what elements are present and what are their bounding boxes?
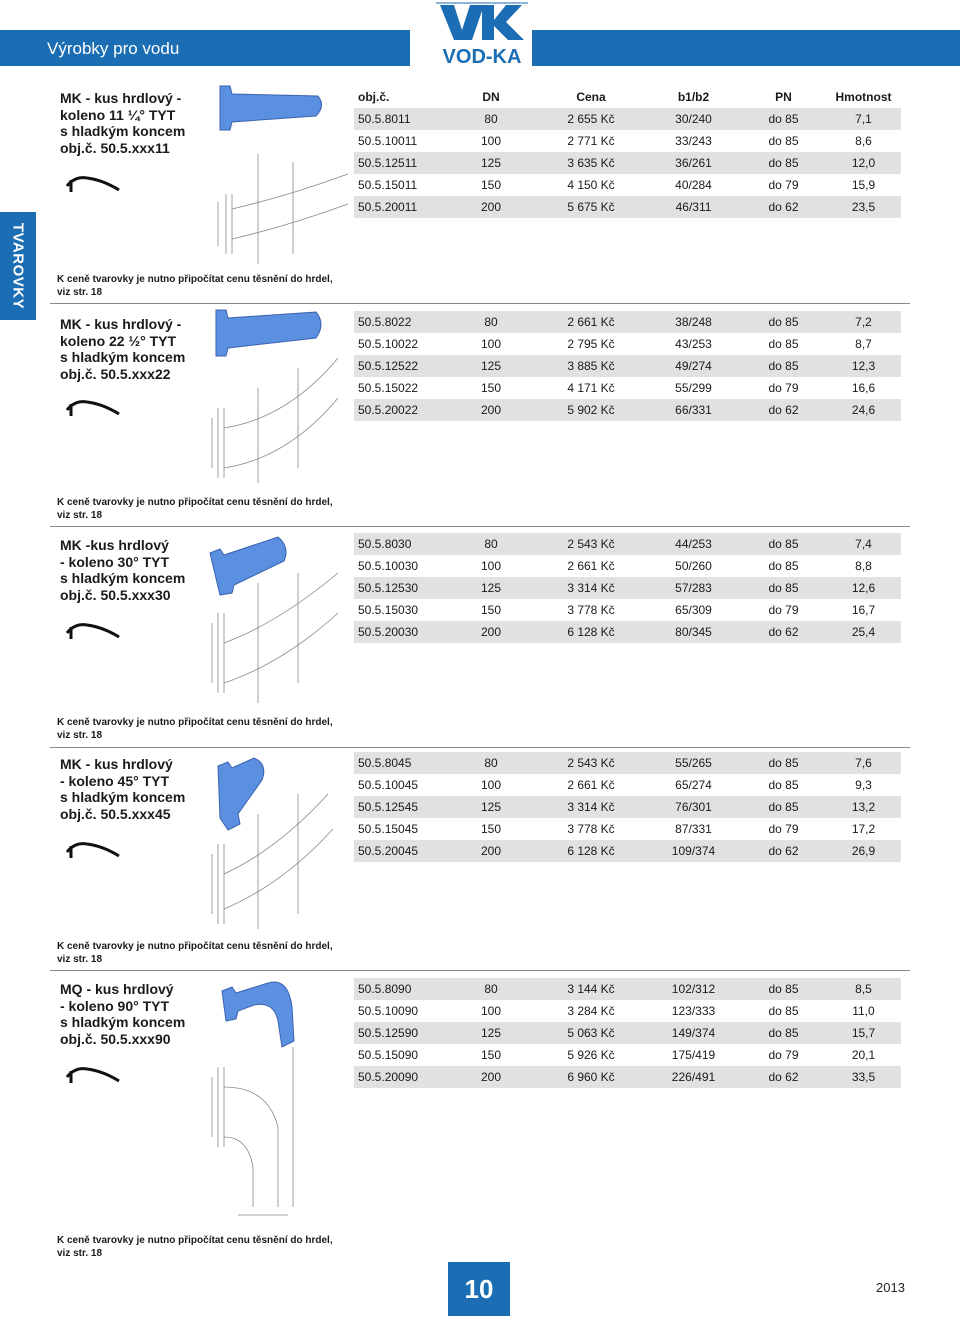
cell: 6 960 Kč — [536, 1066, 646, 1088]
cell: 15,9 — [851, 178, 876, 192]
table-row — [354, 1000, 901, 1022]
cell: 57/283 — [646, 577, 741, 599]
cell: 3 314 Kč — [536, 796, 646, 818]
cell: 100 — [480, 134, 502, 148]
cell: do 85 — [741, 533, 826, 555]
cell: 80/345 — [646, 621, 741, 643]
table-row — [354, 1044, 901, 1066]
column-header: PN — [775, 90, 792, 104]
cell: 80 — [446, 752, 536, 774]
cell: 2 795 Kč — [567, 337, 615, 351]
table-row — [354, 311, 901, 333]
cell: 12,3 — [826, 355, 901, 377]
table-row — [354, 130, 901, 152]
cell: do 62 — [741, 196, 826, 218]
cell: do 85 — [741, 1022, 826, 1044]
table-row — [354, 333, 901, 355]
cell: 2 543 Kč — [536, 752, 646, 774]
cell: 150 — [480, 178, 502, 192]
cell: 3 635 Kč — [536, 152, 646, 174]
table-row — [354, 399, 901, 421]
cell: 226/491 — [646, 1066, 741, 1088]
product-section-22 — [50, 303, 910, 525]
cell: do 85 — [741, 752, 826, 774]
cell: 50.5.10011 — [358, 134, 418, 148]
cell: 55/265 — [646, 752, 741, 774]
cell: 4 171 Kč — [567, 381, 615, 395]
price-note: K ceně tvarovky je nutno připočítat cenu těsnění do hrdel, viz str. 18 — [57, 941, 333, 965]
logo-text: VOD-KA — [442, 46, 522, 68]
cell: do 79 — [768, 822, 799, 836]
column-header: Hmotnost — [835, 90, 892, 104]
cell: 80 — [446, 108, 536, 130]
cell: 65/274 — [675, 778, 712, 792]
product-section-11 — [50, 84, 910, 302]
table-row — [354, 796, 901, 818]
table-row — [354, 533, 901, 555]
column-header: obj.č. — [358, 90, 390, 104]
cell: do 85 — [768, 1004, 799, 1018]
header-bar-right — [530, 30, 960, 66]
cell: 49/274 — [646, 355, 741, 377]
cell: do 85 — [741, 311, 826, 333]
cell: 38/248 — [646, 311, 741, 333]
cell: 12,6 — [826, 577, 901, 599]
cell: 100 — [480, 1004, 502, 1018]
cell: 200 — [446, 196, 536, 218]
price-note: K ceně tvarovky je nutno připočítat cenu těsnění do hrdel, viz str. 18 — [57, 717, 333, 741]
cell: 200 — [446, 1066, 536, 1088]
table-row — [354, 577, 901, 599]
product-drawing-icon — [198, 84, 353, 274]
product-title: MK - kus hrdlový - koleno 11 ¼° TYT s hladkým koncem obj.č. 50.5.xxx11 — [60, 90, 186, 156]
cell: 36/261 — [646, 152, 741, 174]
cell: 50.5.15045 — [358, 822, 419, 836]
cell: 50.5.10022 — [358, 337, 419, 351]
product-table — [354, 311, 901, 421]
side-tab — [0, 212, 36, 320]
product-section-45 — [50, 747, 910, 969]
pipe-bend-symbol-icon — [65, 838, 121, 860]
cell: 50.5.15022 — [358, 381, 419, 395]
cell: do 85 — [768, 778, 799, 792]
page-number: 10 — [464, 1274, 494, 1304]
cell: 125 — [446, 577, 536, 599]
product-drawing-icon — [198, 754, 353, 938]
product-table — [354, 86, 901, 218]
cell: 80 — [446, 533, 536, 555]
cell: do 62 — [741, 1066, 826, 1088]
table-row — [354, 152, 901, 174]
table-header-row — [354, 86, 901, 108]
cell: do 62 — [741, 621, 826, 643]
table-row — [354, 752, 901, 774]
cell: 66/331 — [646, 399, 741, 421]
cell: 30/240 — [646, 108, 741, 130]
cell: 50.5.12530 — [354, 577, 446, 599]
cell: 50.5.12545 — [354, 796, 446, 818]
cell: 200 — [446, 399, 536, 421]
cell: 50.5.8022 — [354, 311, 446, 333]
cell: 9,3 — [855, 778, 872, 792]
cell: do 85 — [741, 796, 826, 818]
column-header: DN — [482, 90, 500, 104]
cell: 33/243 — [675, 134, 712, 148]
header-bar — [0, 30, 410, 66]
cell: 50.5.12590 — [354, 1022, 446, 1044]
cell: 7,2 — [826, 311, 901, 333]
cell: 150 — [480, 381, 502, 395]
cell: 16,7 — [851, 603, 876, 617]
cell: do 85 — [741, 355, 826, 377]
cell: 23,5 — [826, 196, 901, 218]
pipe-bend-symbol-icon — [65, 172, 121, 194]
footer-year: 2013 — [876, 1280, 905, 1295]
cell: 2 661 Kč — [536, 311, 646, 333]
cell: 123/333 — [671, 1004, 716, 1018]
table-row — [354, 1066, 901, 1088]
product-drawing-icon — [198, 308, 353, 493]
cell: 25,4 — [826, 621, 901, 643]
cell: 2 543 Kč — [536, 533, 646, 555]
cell: do 79 — [768, 1048, 799, 1062]
cell: 24,6 — [826, 399, 901, 421]
cell: do 85 — [741, 108, 826, 130]
cell: 5 675 Kč — [536, 196, 646, 218]
cell: 109/374 — [646, 840, 741, 862]
table-row — [354, 621, 901, 643]
cell: 13,2 — [826, 796, 901, 818]
column-header: Cena — [576, 90, 606, 104]
table-row — [354, 377, 901, 399]
page-number-badge — [448, 1262, 510, 1316]
cell: 2 661 Kč — [567, 778, 615, 792]
cell: 6 128 Kč — [536, 840, 646, 862]
cell: 50/260 — [675, 559, 712, 573]
cell: 8,6 — [855, 134, 872, 148]
cell: 3 314 Kč — [536, 577, 646, 599]
cell: 5 063 Kč — [536, 1022, 646, 1044]
cell: 55/299 — [675, 381, 712, 395]
cell: 100 — [480, 778, 502, 792]
product-title: MQ - kus hrdlový - koleno 90° TYT s hladkým koncem obj.č. 50.5.xxx90 — [60, 981, 186, 1047]
product-section-90 — [50, 970, 910, 1260]
cell: 50.5.20045 — [354, 840, 446, 862]
cell: 50.5.15090 — [358, 1048, 419, 1062]
table-row — [354, 1022, 901, 1044]
table-row — [354, 555, 901, 577]
cell: 7,6 — [826, 752, 901, 774]
cell: 50.5.15030 — [358, 603, 419, 617]
product-title: MK - kus hrdlový - koleno 45° TYT s hladkým koncem obj.č. 50.5.xxx45 — [60, 756, 186, 822]
cell: 150 — [480, 822, 502, 836]
cell: 175/419 — [671, 1048, 716, 1062]
cell: do 85 — [768, 559, 799, 573]
cell: 50.5.10030 — [358, 559, 419, 573]
cell: 125 — [446, 796, 536, 818]
cell: do 79 — [768, 603, 799, 617]
cell: 150 — [480, 1048, 502, 1062]
pipe-bend-symbol-icon — [65, 396, 121, 418]
cell: do 62 — [741, 399, 826, 421]
cell: 4 150 Kč — [567, 178, 615, 192]
cell: 26,9 — [826, 840, 901, 862]
cell: 46/311 — [646, 196, 741, 218]
table-row — [354, 355, 901, 377]
table-row — [354, 840, 901, 862]
cell: 50.5.20022 — [354, 399, 446, 421]
cell: 50.5.8030 — [354, 533, 446, 555]
cell: 50.5.12511 — [354, 152, 446, 174]
cell: 100 — [480, 559, 502, 573]
cell: do 85 — [741, 577, 826, 599]
cell: 3 778 Kč — [567, 603, 615, 617]
cell: 80 — [446, 311, 536, 333]
cell: 125 — [446, 152, 536, 174]
cell: 50.5.20030 — [354, 621, 446, 643]
cell: 20,1 — [851, 1048, 876, 1062]
cell: 3 284 Kč — [567, 1004, 615, 1018]
cell: 200 — [446, 621, 536, 643]
cell: do 85 — [741, 978, 826, 1000]
product-title: MK - kus hrdlový - koleno 22 ½° TYT s hladkým koncem obj.č. 50.5.xxx22 — [60, 316, 186, 382]
cell: 50.5.12522 — [354, 355, 446, 377]
cell: do 85 — [768, 337, 799, 351]
cell: 76/301 — [646, 796, 741, 818]
cell: 8,8 — [855, 559, 872, 573]
cell: 50.5.8045 — [354, 752, 446, 774]
cell: 11,0 — [852, 1004, 875, 1018]
cell: 12,0 — [826, 152, 901, 174]
cell: 6 128 Kč — [536, 621, 646, 643]
cell: 2 771 Kč — [567, 134, 615, 148]
cell: 44/253 — [646, 533, 741, 555]
cell: do 85 — [768, 134, 799, 148]
product-table — [354, 752, 901, 862]
product-drawing-icon — [198, 977, 353, 1227]
price-note: K ceně tvarovky je nutno připočítat cenu těsnění do hrdel, viz str. 18 — [57, 274, 333, 298]
cell: 50.5.8011 — [354, 108, 446, 130]
cell: 125 — [446, 355, 536, 377]
side-tab-label: TVAROVKY — [9, 222, 27, 310]
cell: do 79 — [768, 381, 799, 395]
table-row — [354, 774, 901, 796]
cell: 2 661 Kč — [567, 559, 615, 573]
cell: do 62 — [741, 840, 826, 862]
cell: 50.5.8090 — [354, 978, 446, 1000]
product-table — [354, 533, 901, 643]
cell: 2 655 Kč — [536, 108, 646, 130]
cell: 200 — [446, 840, 536, 862]
cell: 65/309 — [675, 603, 712, 617]
cell: 3 885 Kč — [536, 355, 646, 377]
cell: 100 — [480, 337, 502, 351]
cell: 15,7 — [826, 1022, 901, 1044]
cell: 50.5.20090 — [354, 1066, 446, 1088]
page-category-title: Výrobky pro vodu — [47, 39, 180, 58]
cell: 5 926 Kč — [567, 1048, 615, 1062]
table-row — [354, 196, 901, 218]
avk-vodka-logo — [432, 0, 532, 70]
cell: 16,6 — [851, 381, 876, 395]
product-drawing-icon — [198, 533, 353, 713]
product-section-30 — [50, 526, 910, 746]
cell: 87/331 — [675, 822, 712, 836]
cell: 3 144 Kč — [536, 978, 646, 1000]
table-row — [354, 174, 901, 196]
pipe-bend-symbol-icon — [65, 1063, 121, 1085]
cell: 33,5 — [826, 1066, 901, 1088]
cell: 8,5 — [826, 978, 901, 1000]
pipe-bend-symbol-icon — [65, 619, 121, 641]
cell: 149/374 — [646, 1022, 741, 1044]
table-row — [354, 818, 901, 840]
cell: 3 778 Kč — [567, 822, 615, 836]
product-table — [354, 978, 901, 1088]
cell: 8,7 — [855, 337, 872, 351]
table-row — [354, 108, 901, 130]
cell: 80 — [446, 978, 536, 1000]
cell: 50.5.10045 — [358, 778, 419, 792]
cell: 50.5.10090 — [358, 1004, 419, 1018]
cell: 43/253 — [675, 337, 712, 351]
cell: 40/284 — [675, 178, 712, 192]
cell: 7,4 — [826, 533, 901, 555]
cell: 17,2 — [851, 822, 876, 836]
cell: 150 — [480, 603, 502, 617]
cell: 125 — [446, 1022, 536, 1044]
column-header: b1/b2 — [677, 90, 710, 104]
cell: 102/312 — [646, 978, 741, 1000]
cell: 7,1 — [826, 108, 901, 130]
product-title: MK -kus hrdlový - koleno 30° TYT s hladkým koncem obj.č. 50.5.xxx30 — [60, 537, 186, 603]
table-row — [354, 599, 901, 621]
cell: 50.5.15011 — [358, 178, 418, 192]
price-note: K ceně tvarovky je nutno připočítat cenu těsnění do hrdel, viz str. 18 — [57, 1235, 333, 1259]
table-row — [354, 978, 901, 1000]
cell: do 85 — [741, 152, 826, 174]
cell: 5 902 Kč — [536, 399, 646, 421]
cell: 50.5.20011 — [354, 196, 446, 218]
cell: do 79 — [768, 178, 799, 192]
price-note: K ceně tvarovky je nutno připočítat cenu těsnění do hrdel, viz str. 18 — [57, 497, 333, 521]
